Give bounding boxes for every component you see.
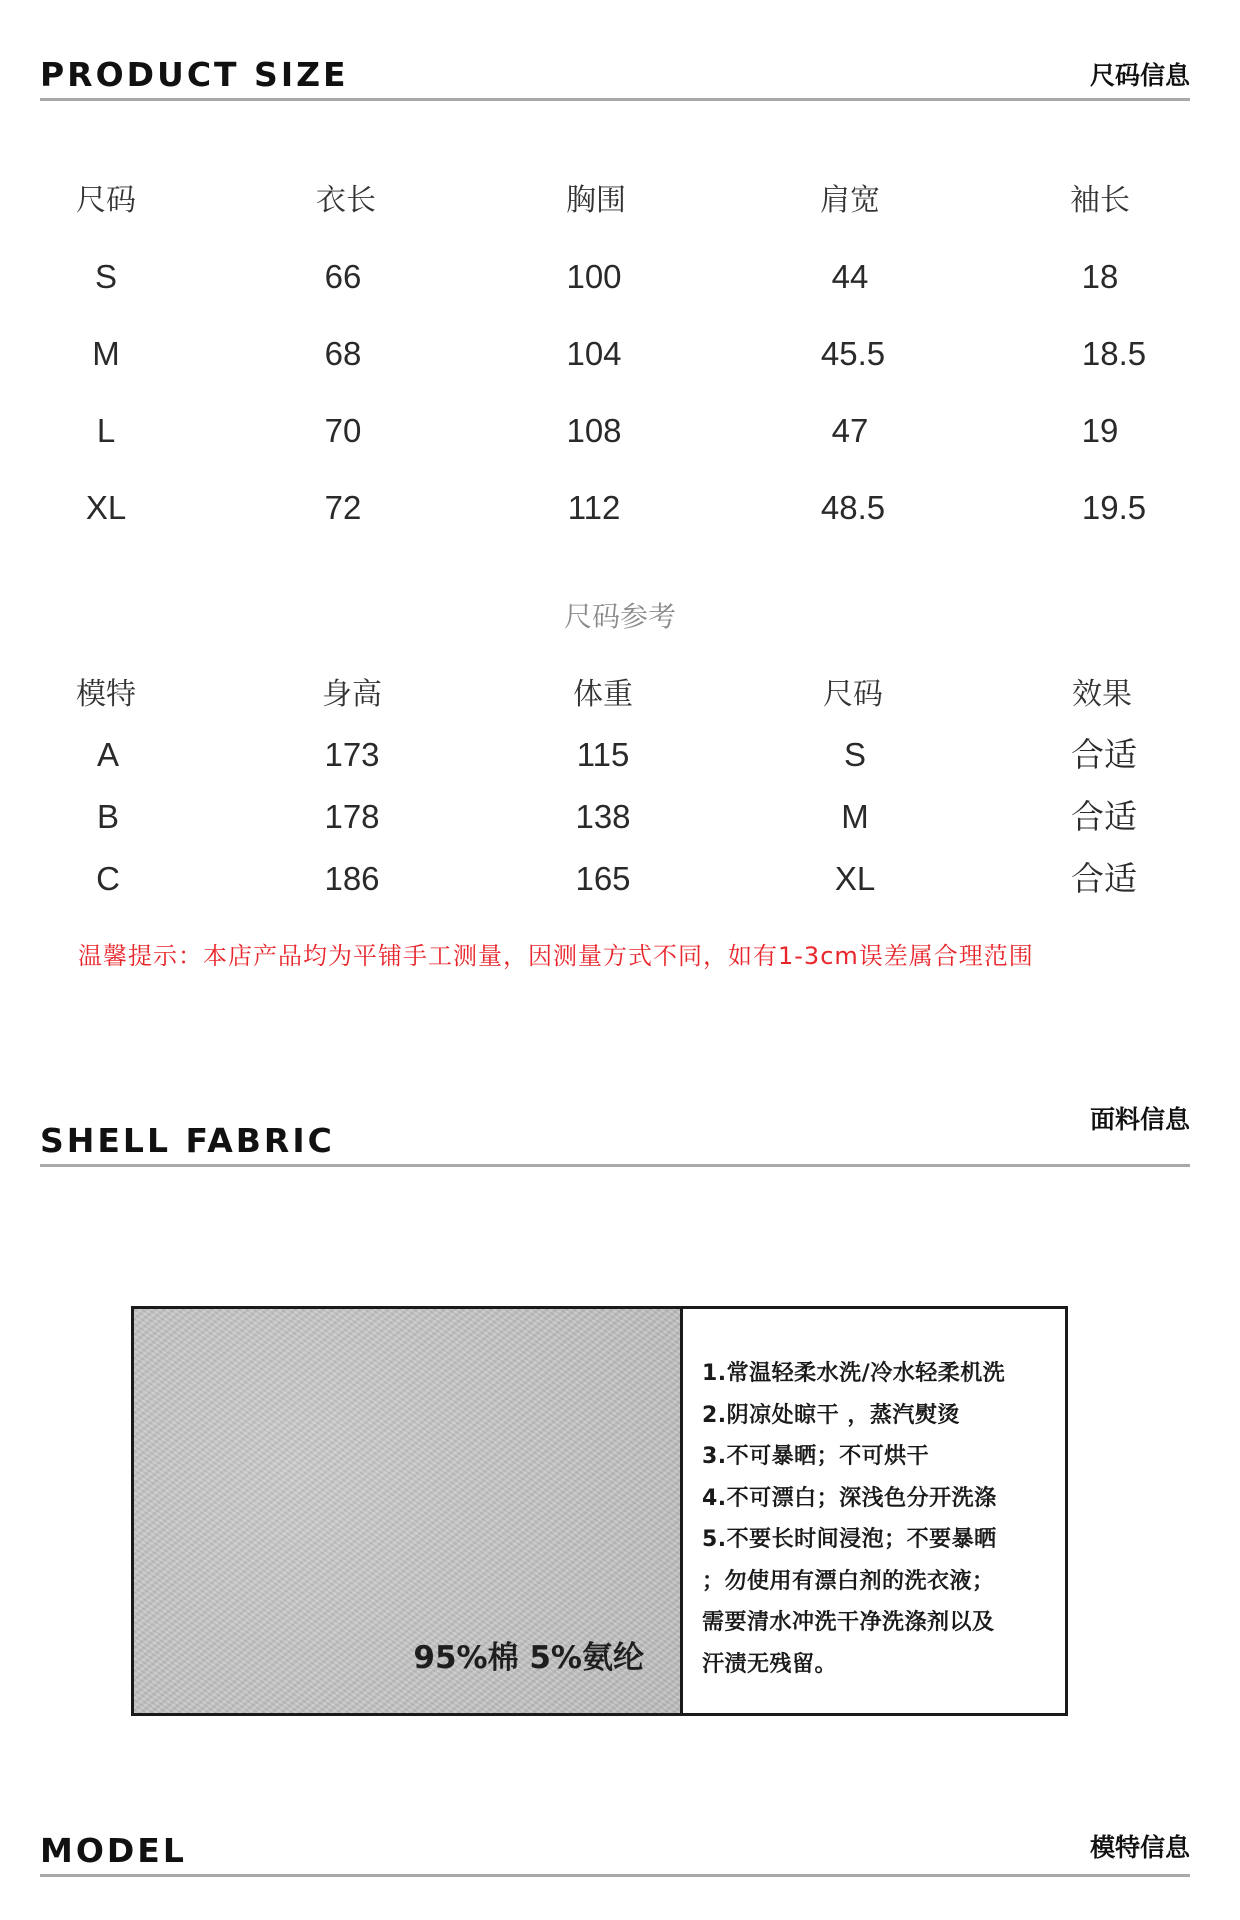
table-cell: 合适 xyxy=(1071,860,1137,897)
table-row xyxy=(60,483,1160,533)
table-cell: S xyxy=(843,736,866,773)
table-cell: 165 xyxy=(575,860,631,897)
reference-table-header xyxy=(60,670,1160,720)
reference-header-cell: 身高 xyxy=(322,677,382,712)
care-instruction-line: ；勿使用有漂白剂的洗衣液； xyxy=(702,1568,995,1594)
model-title-cn: 模特信息 xyxy=(1089,1833,1190,1862)
care-instruction-line: 2.阴凉处晾干 ，蒸汽熨烫 xyxy=(702,1402,960,1428)
care-instruction-line: 汗渍无残留。 xyxy=(702,1651,838,1677)
table-cell: S xyxy=(94,258,117,295)
table-cell: 70 xyxy=(324,412,362,449)
table-cell: 44 xyxy=(831,258,869,295)
table-cell: M xyxy=(92,335,120,372)
shell-fabric-header xyxy=(40,1100,1190,1167)
model-title: MODEL xyxy=(40,1831,187,1870)
care-instruction-line: 4.不可漂白；深浅色分开洗涤 xyxy=(702,1485,997,1511)
table-cell: L xyxy=(96,412,116,449)
table-cell: 178 xyxy=(324,798,380,835)
table-cell: 173 xyxy=(324,736,380,773)
table-cell: 48.5 xyxy=(820,489,886,526)
table-cell: 115 xyxy=(576,736,630,773)
table-row xyxy=(60,854,1160,904)
care-instructions xyxy=(702,1353,1052,1685)
table-row xyxy=(60,792,1160,842)
size-table-header-cell: 袖长 xyxy=(1070,183,1130,218)
care-instruction-line: 1.常温轻柔水洗/冷水轻柔机洗 xyxy=(702,1361,1006,1386)
table-cell: 72 xyxy=(324,489,362,526)
shell-fabric-title-cn: 面料信息 xyxy=(1089,1105,1190,1134)
table-cell: 100 xyxy=(566,258,622,295)
size-reference-caption: 尺码参考 xyxy=(563,600,676,633)
care-instruction-line: 3.不可暴晒；不可烘干 xyxy=(702,1444,930,1469)
table-cell: 47 xyxy=(831,412,869,449)
table-cell: C xyxy=(96,860,120,897)
table-cell: 108 xyxy=(566,412,622,449)
size-table-header-cell: 肩宽 xyxy=(820,183,880,218)
table-row xyxy=(60,252,1160,302)
size-table-header-cell: 衣长 xyxy=(316,183,376,218)
table-cell: XL xyxy=(834,860,876,897)
table-cell: 18 xyxy=(1081,258,1119,295)
table-cell: 112 xyxy=(567,489,621,526)
table-cell: B xyxy=(96,798,119,835)
table-cell: 68 xyxy=(324,335,362,372)
reference-header-cell: 效果 xyxy=(1072,677,1132,712)
table-cell: 合适 xyxy=(1071,736,1137,773)
table-cell: 45.5 xyxy=(820,335,886,372)
table-cell: 66 xyxy=(324,258,362,295)
reference-header-cell: 模特 xyxy=(76,677,136,712)
table-cell: A xyxy=(96,736,119,773)
table-cell: M xyxy=(841,798,869,835)
product-size-header xyxy=(40,40,1190,101)
table-row xyxy=(60,329,1160,379)
reference-header-cell: 尺码 xyxy=(823,677,883,712)
size-table-header-cell: 胸围 xyxy=(566,183,626,218)
fabric-composition: 95%棉 5%氨纶 xyxy=(413,1640,644,1676)
product-size-title-cn: 尺码信息 xyxy=(1089,61,1190,90)
table-cell: XL xyxy=(85,489,127,526)
reference-header-cell: 体重 xyxy=(573,677,633,712)
care-instruction-line: 需要清水冲洗干净洗涤剂以及 xyxy=(702,1610,995,1635)
table-cell: 104 xyxy=(566,335,622,372)
size-table-header-cell: 尺码 xyxy=(76,183,136,218)
shell-fabric-title: SHELL FABRIC xyxy=(40,1121,335,1160)
table-cell: 186 xyxy=(324,860,380,897)
table-row xyxy=(60,406,1160,456)
table-cell: 合适 xyxy=(1071,798,1137,835)
size-table-header xyxy=(60,176,1160,226)
table-cell: 18.5 xyxy=(1081,335,1147,372)
measurement-notice: 温馨提示：本店产品均为平铺手工测量，因测量方式不同，如有1-3cm误差属合理范围 xyxy=(78,942,1034,970)
table-row xyxy=(60,730,1160,780)
table-cell: 19 xyxy=(1081,412,1119,449)
product-size-title: PRODUCT SIZE xyxy=(40,55,349,94)
model-header xyxy=(40,1812,1190,1877)
care-instruction-line: 5.不要长时间浸泡；不要暴晒 xyxy=(702,1527,997,1552)
fabric-swatch-image xyxy=(134,1309,683,1713)
table-cell: 19.5 xyxy=(1081,489,1147,526)
fabric-info-box xyxy=(131,1306,1068,1716)
table-cell: 138 xyxy=(575,798,631,835)
